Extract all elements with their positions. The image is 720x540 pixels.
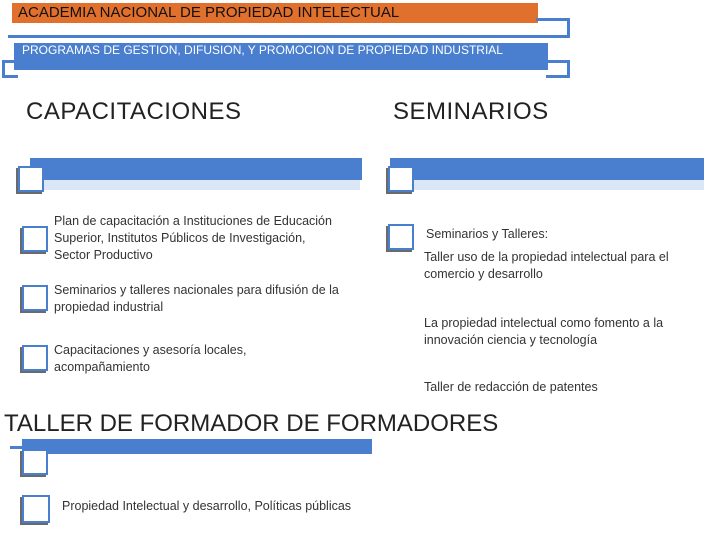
- taller-item-box-1: [22, 495, 50, 523]
- taller-section-bar: [22, 439, 372, 454]
- title-underline: [8, 35, 570, 38]
- capacitaciones-section-box: [18, 166, 44, 192]
- subtitle-bar: [14, 43, 548, 70]
- subtitle-text: PROGRAMAS DE GESTION, DIFUSION, Y PROMOCION DE PROPIEDAD INDUSTRIAL: [22, 43, 503, 57]
- main-title-bar: [12, 3, 538, 23]
- seminarios-item-box-1: [388, 224, 414, 250]
- capacitaciones-item-2: Seminarios y talleres nacionales para difusión de la propiedad industrial: [54, 283, 339, 314]
- capacitaciones-heading: CAPACITACIONES: [26, 98, 242, 125]
- capacitaciones-item-1: Plan de capacitación a Instituciones de Educación Superior, Institutos Públicos de Investigación, Sector Productivo: [54, 214, 332, 262]
- seminarios-section-box: [388, 166, 414, 192]
- capacitaciones-section-bar: [30, 158, 362, 180]
- capacitaciones-item-box-3: [22, 345, 48, 371]
- seminarios-item-1: Taller uso de la propiedad intelectual para el comercio y desarrollo: [424, 250, 669, 281]
- taller-item-1: Propiedad Intelectual y desarrollo, Políticas públicas: [62, 499, 352, 513]
- capacitaciones-item-3: Capacitaciones y asesoría locales, acompañamiento: [54, 343, 247, 374]
- capacitaciones-item-box-2: [22, 285, 48, 311]
- taller-heading: TALLER DE FORMADOR DE FORMADORES: [4, 410, 499, 437]
- seminarios-item-3: Taller de redacción de patentes: [424, 380, 598, 394]
- taller-section-box: [22, 449, 48, 475]
- capacitaciones-item-box-1: [22, 226, 48, 252]
- subtitle-bracket-right: [546, 60, 570, 78]
- seminarios-intro: Seminarios y Talleres:: [426, 227, 549, 241]
- main-title: ACADEMIA NACIONAL DE PROPIEDAD INTELECTUAL: [18, 4, 400, 21]
- seminarios-heading: SEMINARIOS: [393, 98, 549, 125]
- seminarios-section-bar: [390, 158, 704, 180]
- seminarios-item-2: La propiedad intelectual como fomento a la innovación ciencia y tecnología: [424, 316, 664, 347]
